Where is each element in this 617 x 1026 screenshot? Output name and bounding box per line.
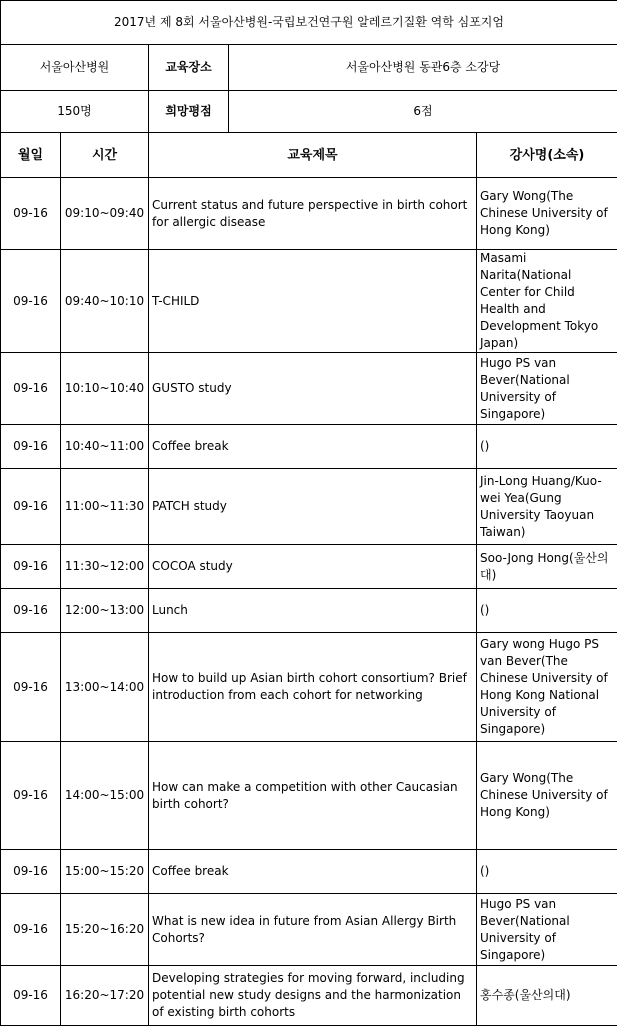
- row-date: 09-16: [1, 353, 61, 425]
- row-subject: How to build up Asian birth cohort consortium? Brief introduction from each cohort for networking: [149, 633, 477, 742]
- row-time: 12:00~13:00: [61, 589, 149, 633]
- row-subject: What is new idea in future from Asian Allergy Birth Cohorts?: [149, 894, 477, 966]
- row-time: 16:20~17:20: [61, 966, 149, 1026]
- table-row: [1, 469, 617, 545]
- row-date: 09-16: [1, 469, 61, 545]
- row-date: 09-16: [1, 633, 61, 742]
- row-date: 09-16: [1, 966, 61, 1026]
- table-row: [1, 850, 617, 894]
- row-speaker: Masami Narita(National Center for Child Health and Development Tokyo Japan): [477, 250, 617, 353]
- row-time: 13:00~14:00: [61, 633, 149, 742]
- location-value: 서울아산병원 동관6층 소강당: [229, 45, 617, 91]
- row-time: 09:10~09:40: [61, 178, 149, 250]
- table-row: [1, 742, 617, 850]
- row-date: 09-16: [1, 850, 61, 894]
- table-row: [1, 966, 617, 1026]
- row-time: 15:00~15:20: [61, 850, 149, 894]
- row-subject: T-CHILD: [149, 250, 477, 353]
- row-date: 09-16: [1, 545, 61, 589]
- table-row: [1, 178, 617, 250]
- row-subject: Coffee break: [149, 425, 477, 469]
- row-speaker: Gary Wong(The Chinese University of Hong Kong): [477, 178, 617, 250]
- row-subject: How can make a competition with other Caucasian birth cohort?: [149, 742, 477, 850]
- rating-label: 희망평점: [149, 91, 229, 133]
- row-time: 15:20~16:20: [61, 894, 149, 966]
- row-time: 11:30~12:00: [61, 545, 149, 589]
- row-subject: PATCH study: [149, 469, 477, 545]
- row-speaker: (): [477, 589, 617, 633]
- row-date: 09-16: [1, 742, 61, 850]
- row-time: 10:40~11:00: [61, 425, 149, 469]
- table-row: [1, 545, 617, 589]
- document-title: 2017년 제 8회 서울아산병원-국립보건연구원 알레르기질환 역학 심포지엄: [1, 1, 617, 45]
- organizer-value: 서울아산병원: [1, 45, 149, 91]
- row-speaker: Jin-Long Huang/Kuo-wei Yea(Gung University Taoyuan Taiwan): [477, 469, 617, 545]
- table-row: [1, 589, 617, 633]
- column-header-speaker: 강사명(소속): [477, 133, 617, 178]
- row-subject: COCOA study: [149, 545, 477, 589]
- row-speaker: 홍수종(울산의대): [477, 966, 617, 1026]
- row-subject: Lunch: [149, 589, 477, 633]
- table-row: [1, 894, 617, 966]
- row-date: 09-16: [1, 589, 61, 633]
- row-speaker: Gary Wong(The Chinese University of Hong Kong): [477, 742, 617, 850]
- table-row: [1, 425, 617, 469]
- capacity-value: 150명: [1, 91, 149, 133]
- row-speaker: Soo-Jong Hong(울산의대): [477, 545, 617, 589]
- location-label: 교육장소: [149, 45, 229, 91]
- table-row: [1, 250, 617, 353]
- column-header-subject: 교육제목: [149, 133, 477, 178]
- row-subject: Current status and future perspective in birth cohort for allergic disease: [149, 178, 477, 250]
- row-time: 11:00~11:30: [61, 469, 149, 545]
- row-subject: Coffee break: [149, 850, 477, 894]
- row-date: 09-16: [1, 894, 61, 966]
- row-speaker: Hugo PS van Bever(National University of Singapore): [477, 353, 617, 425]
- column-header-date: 월일: [1, 133, 61, 178]
- row-subject: GUSTO study: [149, 353, 477, 425]
- row-date: 09-16: [1, 178, 61, 250]
- row-time: 10:10~10:40: [61, 353, 149, 425]
- row-date: 09-16: [1, 250, 61, 353]
- table-row: [1, 353, 617, 425]
- row-speaker: (): [477, 425, 617, 469]
- row-speaker: Hugo PS van Bever(National University of Singapore): [477, 894, 617, 966]
- row-time: 14:00~15:00: [61, 742, 149, 850]
- table-row: [1, 633, 617, 742]
- row-speaker: Gary wong Hugo PS van Bever(The Chinese University of Hong Kong National University of Singapore): [477, 633, 617, 742]
- column-header-time: 시간: [61, 133, 149, 178]
- row-time: 09:40~10:10: [61, 250, 149, 353]
- row-subject: Developing strategies for moving forward, including potential new study designs and the harmonization of existing birth cohorts: [149, 966, 477, 1026]
- column-header-row: [1, 133, 617, 178]
- row-speaker: (): [477, 850, 617, 894]
- rating-value: 6점: [229, 91, 617, 133]
- row-date: 09-16: [1, 425, 61, 469]
